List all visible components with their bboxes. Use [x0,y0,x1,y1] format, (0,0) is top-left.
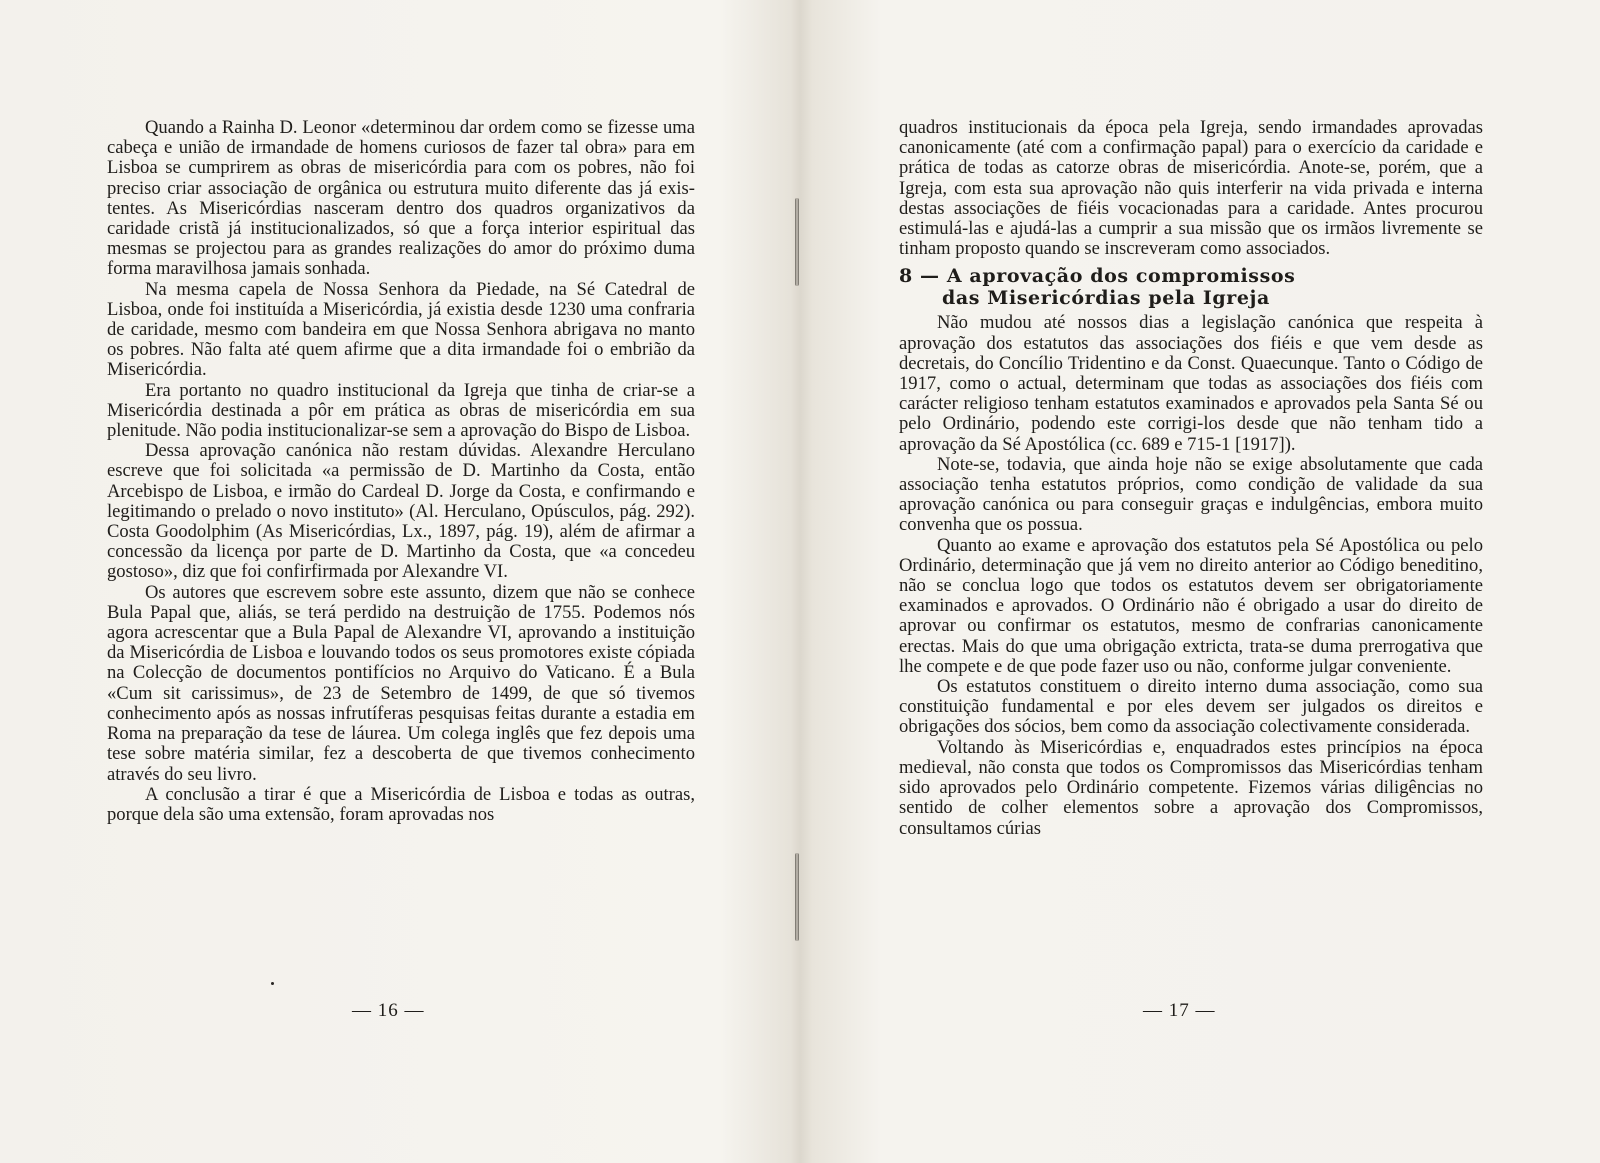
right-page [800,0,1600,1163]
staple-bottom [795,853,799,941]
paragraph: Não mudou até nossos dias a legislação canónica que respeita à aprovação dos estatutos das associações dos fiéis e que vem desde as decretais, do Concílio Tridentino e da Const. Quaecunque. Tanto o Código de 1917, como o actual, determinam que todas as associações dos fiéis com carácter religioso tenham estatutos examinados e aprovados pela Santa Sé ou pelo Ordinário, podendo este corrigi-los desde que não tenham tido a aprovação da Sé Apostólica (cc. 689 e 715-1 [1917]). [899,312,1483,455]
page-number: — 16 — [352,1000,425,1021]
paragraph: Na mesma capela de Nossa Senhora da Piedade, na Sé Catedral de Lisboa, onde foi instituída a Misericórdia, já existia desde 1230 uma confraria de caridade, mesmo com bandeira em que Nossa Senhora abrigava no manto os pobres. Não falta até quem afirme que a dita irmandade foi o embrião da Misericórdia. [107,278,695,381]
ink-dot [271,982,274,985]
paragraph: Os autores que escrevem sobre este assunto, dizem que não se conhece Bula Papal que, aliás, se terá perdido na destruição de 1755. Podemos nós agora acrescentar que a Bula Papal de Alexandre VI, aprovando a instituição da Misericórdia de Lisboa e louvando todos os seus promotores existe cópiada na Colecção de documentos pontifícios no Arquivo do Vaticano. É a Bula «Cum sit carissimus», de 23 de Setembro de 1499, de que só tivemos conhecimento após as nossas infrutíferas pesquisas feitas durante a estadia em Roma na preparação da tese de láurea. Um colega inglês que fez depois uma tese sobre matéria similar, fez a descoberta de que tivemos conhecimento através do seu livro. [107,581,695,785]
section-heading-line2: das Misericórdias pela Igreja [942,287,1270,310]
paragraph: Note-se, todavia, que ainda hoje não se exige absolutamente que cada associação tenha estatutos próprios, como condição de validade da sua aprovação canónica ou para conseguir graças e indulgências, embora muito convenha que os possua. [899,453,1483,536]
page-number: — 17 — [1143,1000,1216,1021]
paragraph: Quando a Rainha D. Leonor «determinou dar ordem como se fizesse uma cabeça e união de irmandade de homens curiosos de fazer tal obra» para em Lisboa se cumprirem as obras de misericórdia para com os pobres, não foi preciso criar associação de orgânica ou estrutura muito diferente das já existentes. As Misericórdias nasceram dentro dos quadros organizativos da caridade cristã já institucionalizados, só que a força interior espiritual das mesmas se projectou para as grandes realizações do amor do próximo duma forma maravilhosa jamais sonhada. [107,117,695,280]
right-page-text [899,118,1483,839]
paragraph: Dessa aprovação canónica não restam dúvidas. Alexandre Herculano escreve que foi solicitada «a permissão de D. Martinho da Costa, então Arcebispo de Lisboa, e irmão do Cardeal D. Jorge da Costa, e confirmando e legitimando o prelado o novo instituto» (Al. Herculano, Opúsculos, pág. 292). Costa Goodolphim (As Misericórdias, Lx., 1897, pág. 19), além de afirmar a concessão da licença por parte de D. Martinho da Costa, que «a concedeu gostoso», diz que foi confirfirmada por Alexandre VI. [107,440,695,583]
paragraph: Os estatutos constituem o direito interno duma associação, como sua constituição fundamental e por eles devem ser julgados os direitos e obrigações dos sócios, bem como da associação colectivamente considerada. [899,676,1483,738]
paragraph: Quanto ao exame e aprovação dos estatutos pela Sé Apostólica ou pelo Ordinário, determinação que já vem no direito anterior ao Código beneditino, não se conclua logo que todos os estatutos devem ser obrigatoriamente examinados e aprovados. O Ordinário não é obrigado a usar do direito de aprovar ou confirmar os estatutos, mesmo de confrarias canonicamente erectas. Mais do que uma obrigação extricta, trata-se duma prerrogativa que lhe compete e de que pode fazer uso ou não, conforme julgar conveniente. [899,534,1483,677]
paragraph-continuation: quadros institucionais da época pela Igreja, sendo irmandades aprovadas canonicamente (até com a confirmação papal) para o exercício da caridade e prática de todas as catorze obras de misericórdia. Anote-se, porém, que a Igreja, com esta sua aprovação não quis interferir na vida privada e interna destas associações de fiéis vocacionadas para a caridade. Antes procurou estimulá-las e ajudá-las a cumprir a sua missão que os irmãos livremente se tinham proposto quando se inscreveram como associados. [899,117,1483,260]
paragraph: Voltando às Misericórdias e, enquadrados estes princípios na época medieval, não consta que todos os Compromissos das Misericórdias tenham sido aprovados pelo Ordinário competente. Fizemos várias diligências no sentido de colher elementos sobre a aprovação dos Compromissos, consultamos cúrias [899,736,1483,839]
staple-top [795,198,799,286]
left-page-text [107,118,695,825]
paragraph: Era portanto no quadro institucional da Igreja que tinha de criar-se a Misericórdia destinada a pôr em prática as obras de misericórdia em sua plenitude. Não podia institucionalizar-se sem a aprovação do Bispo de Lisboa. [107,379,695,442]
paragraph: A conclusão a tirar é que a Misericórdia de Lisboa e todas as outras, porque dela são uma extensão, foram aprovadas nos [107,783,695,825]
section-heading-line1: 8 — A aprovação dos compromissos [899,265,1296,288]
section-heading [899,265,1483,309]
